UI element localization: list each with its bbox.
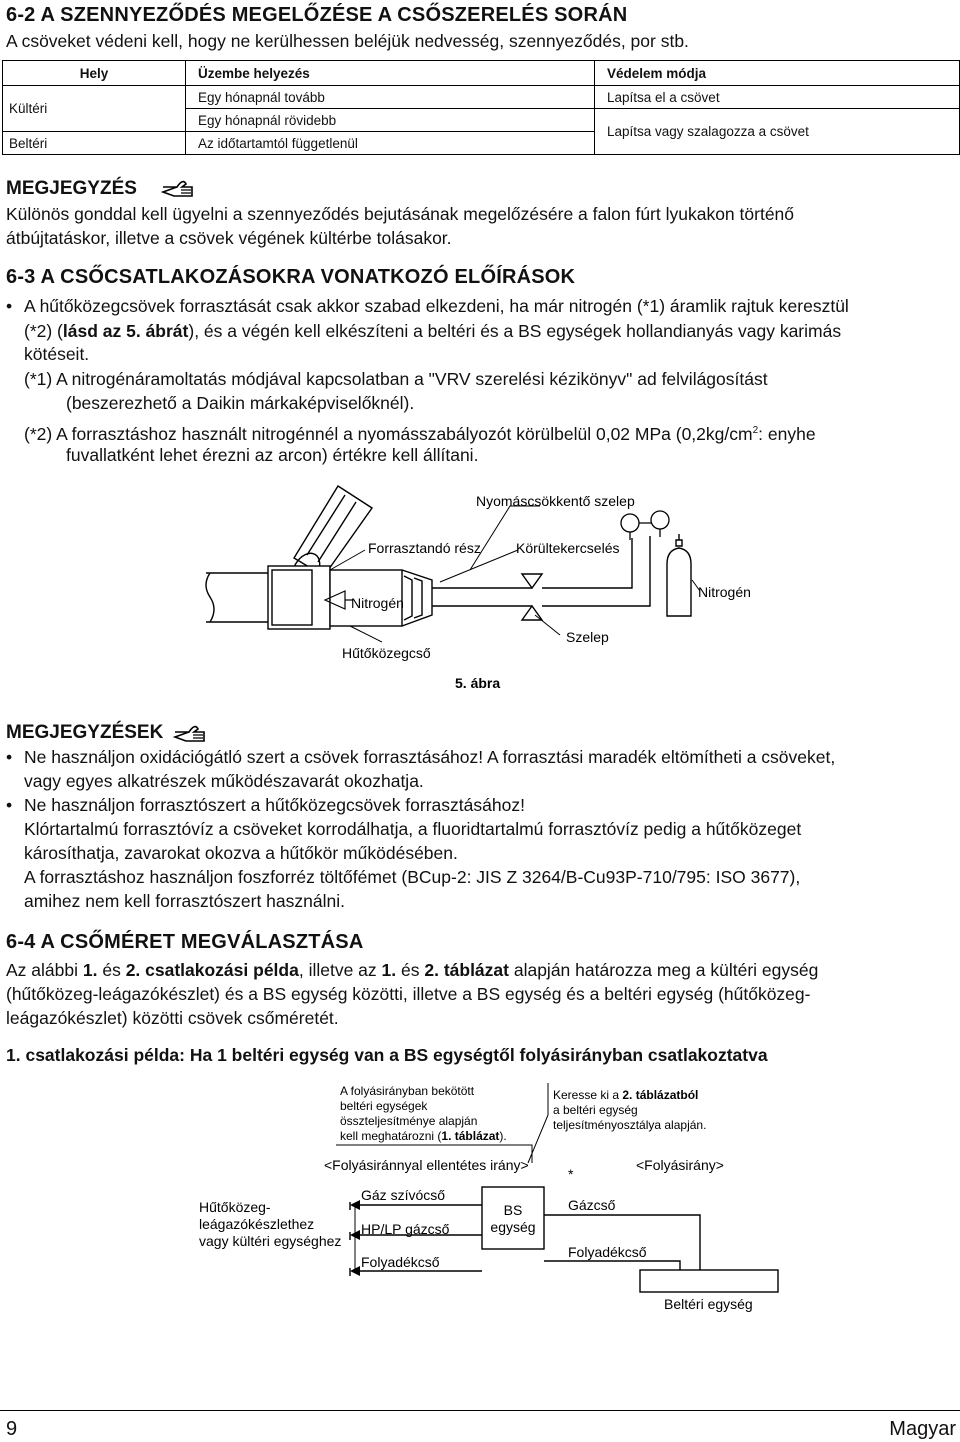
- text-span: , illetve az: [298, 960, 382, 980]
- superscript: 2: [752, 425, 759, 436]
- notes-title: MEGJEGYZÉSEK: [6, 722, 164, 743]
- table-cell: Az időtartamtól függetlenül: [186, 132, 595, 155]
- nitrogen-tank-icon: [667, 534, 691, 616]
- example-1-title: 1. csatlakozási példa: Ha 1 beltéri egység van a BS egységtől folyásirányban csatlakoztatva: [6, 1045, 768, 1065]
- table-cell: Egy hónapnál tovább: [186, 86, 595, 109]
- footer-rule: [0, 1410, 960, 1411]
- left-note-line: kell meghatározni (1. táblázat).: [340, 1129, 507, 1143]
- note-title: MEGJEGYZÉS: [6, 178, 137, 199]
- branch-label: leágazókészlethez: [199, 1216, 315, 1232]
- text-span: (*2) A forrasztáshoz használt nitrogénnél a nyomásszabályozót körülbelül 0,02 MPa (0,2kg/cm: [24, 423, 753, 444]
- section-6-2-title: 6-2 A SZENNYEZŐDÉS MEGELŐZÉSE A CSŐSZERELÉS SORÁN: [6, 4, 628, 26]
- notes-bullet-1: [6, 745, 835, 769]
- table-cell: Lapítsa el a csövet: [595, 86, 960, 109]
- bs-label: BS: [503, 1202, 523, 1218]
- label-reducer: Nyomáscsökkentő szelep: [476, 493, 635, 509]
- text-line: Ne használjon forrasztószert a hűtőközegcsövek forrasztásához!: [24, 795, 525, 815]
- pressure-gauge-icon: [621, 511, 669, 540]
- right-note-line: teljesítményosztálya alapján.: [553, 1118, 707, 1132]
- bullet: •: [6, 747, 13, 767]
- bold-span: 1.: [82, 960, 98, 980]
- section-6-3-title: 6-3 A CSŐCSATLAKOZÁSOKRA VONATKOZÓ ELŐÍRÁSOK: [6, 266, 576, 288]
- notes-bullet-2: [6, 793, 525, 817]
- footnote-2: [24, 419, 816, 446]
- label-nitrogen-pipe: Nitrogén: [351, 595, 404, 611]
- right-note-line: Keresse ki a 2. táblázatból: [553, 1088, 699, 1102]
- note-line: Különös gonddal kell ügyelni a szennyeződés bejutásának megelőzésére a falon fúrt lyukakon történő: [6, 204, 795, 224]
- hplp-pipe-label: HP/LP gázcső: [361, 1221, 450, 1237]
- text-span: és: [97, 960, 126, 980]
- indoor-unit-label: Beltéri egység: [664, 1296, 753, 1312]
- figure-5-brazing-diagram: [0, 470, 960, 700]
- suction-pipe-label: Gáz szívócső: [361, 1187, 446, 1203]
- right-note-line: a beltéri egység: [553, 1103, 638, 1117]
- notes-line: Klórtartalmú forrasztóvíz a csöveket korrodálhatja, a fluoridtartalmú forrasztóvíz pedig a hűtőközeget: [24, 819, 802, 839]
- text-span: alapján határozza meg a kültéri egység: [508, 960, 819, 980]
- indoor-unit-box: [640, 1270, 778, 1292]
- branch-label: vagy kültéri egységhez: [199, 1233, 342, 1249]
- text-line: A hűtőközegcsövek forrasztását csak akkor szabad elkezdeni, ha már nitrogén (*1) áramlik rajtuk keresztül: [24, 296, 849, 316]
- bs-unit-box: [482, 1187, 544, 1249]
- left-note-line: beltéri egységek: [340, 1099, 428, 1113]
- left-note-line: A folyásirányban bekötött: [340, 1084, 475, 1098]
- section-6-3-line: [24, 319, 841, 343]
- section-6-3-line: kötéseit.: [24, 344, 90, 364]
- note-line: átbújtatáskor, illetve a csövek végének kültérbe tolásakor.: [6, 228, 452, 248]
- bs-label: egység: [490, 1219, 536, 1235]
- pointing-hand-icon: [160, 175, 196, 199]
- table-cell: Egy hónapnál rövidebb: [186, 109, 595, 132]
- footnote-2-cont: fuvallatként lehet érezni az arcon) értékre kell állítani.: [66, 445, 479, 465]
- bullet: •: [6, 296, 13, 316]
- downstream-label: <Folyásirány>: [636, 1157, 724, 1173]
- text-span: ), és a végén kell elkészíteni a beltéri és a BS egységek hollandianyás vagy karimás: [188, 321, 842, 341]
- footnote-1-cont: (beszerezhető a Daikin márkaképviselőknél).: [66, 393, 415, 413]
- label-brazed-part: Forrasztandó rész: [368, 540, 481, 556]
- notes-line: vagy egyes alkatrészek működészavarát okozhatja.: [24, 771, 424, 791]
- section-6-4-line: (hűtőközeg-leágazókészlet) és a BS egység közötti, illetve a BS egység és a beltéri egység (hűtőközeg-: [6, 984, 811, 1004]
- upstream-label: <Folyásiránnyal ellentétes irány>: [324, 1157, 529, 1173]
- liquid-pipe-label: Folyadékcső: [361, 1254, 440, 1270]
- table-header: Hely: [3, 61, 186, 86]
- branch-label: Hűtőközeg-: [199, 1199, 271, 1215]
- section-6-2-intro: A csöveket védeni kell, hogy ne kerülhessen beléjük nedvesség, szennyeződés, por stb.: [6, 31, 689, 51]
- protection-table: [2, 60, 960, 155]
- left-note-line: összteljesítménye alapján: [340, 1114, 478, 1128]
- figure-reference: lásd az 5. ábrát: [62, 321, 189, 341]
- table-cell: Beltéri: [3, 132, 186, 155]
- page-number: 9: [6, 1418, 18, 1440]
- text-span: : enyhe: [758, 423, 816, 444]
- bold-span: 1.: [381, 960, 397, 980]
- table-header: Védelem módja: [595, 61, 960, 86]
- table-cell: Kültéri: [3, 86, 186, 132]
- label-nitrogen-tank: Nitrogén: [698, 584, 751, 600]
- star-label: *: [568, 1166, 574, 1182]
- notes-line: amihez nem kell forrasztószert használni.: [24, 891, 345, 911]
- footnote-1: (*1) A nitrogénáramoltatás módjával kapcsolatban a "VRV szerelési kézikönyv" ad felvilágosítást: [24, 369, 768, 389]
- pointing-hand-icon: [172, 720, 208, 744]
- figure-caption: 5. ábra: [455, 675, 501, 691]
- text-line: Ne használjon oxidációgátló szert a csövek forrasztásához! A forrasztási maradék eltömítheti a csöveket,: [24, 747, 836, 767]
- table-cell: Lapítsa vagy szalagozza a csövet: [595, 109, 960, 155]
- section-6-4-title: 6-4 A CSŐMÉRET MEGVÁLASZTÁSA: [6, 931, 364, 953]
- notes-line: A forrasztáshoz használjon foszforréz töltőfémet (BCup-2: JIS Z 3264/B-Cu93P-710/795: ISO 3677),: [24, 867, 801, 887]
- footer-language: Magyar: [889, 1418, 956, 1440]
- section-6-4-line: [6, 958, 818, 982]
- section-6-3-paragraph: [6, 294, 960, 318]
- section-6-4-line: leágazókészlet) közötti csövek csőméretét.: [6, 1008, 339, 1028]
- liquid-pipe-label: Folyadékcső: [568, 1244, 647, 1260]
- bold-span: 2. táblázat: [424, 960, 509, 980]
- text-span: Az alábbi: [6, 960, 83, 980]
- connection-example-diagram: [0, 1075, 960, 1325]
- label-pipe: Hűtőközegcső: [342, 645, 431, 661]
- table-header: Üzembe helyezés: [186, 61, 595, 86]
- label-tape: Körültekercselés: [516, 540, 620, 556]
- text-span: és: [396, 960, 425, 980]
- notes-line: károsíthatja, zavarokat okozva a hűtőkör működésében.: [24, 843, 458, 863]
- gas-pipe-label: Gázcső: [568, 1197, 616, 1213]
- text-span: (*2) (: [24, 321, 63, 341]
- label-valve: Szelep: [566, 629, 609, 645]
- bold-span: 2. csatlakozási példa: [125, 960, 299, 980]
- bullet: •: [6, 795, 13, 815]
